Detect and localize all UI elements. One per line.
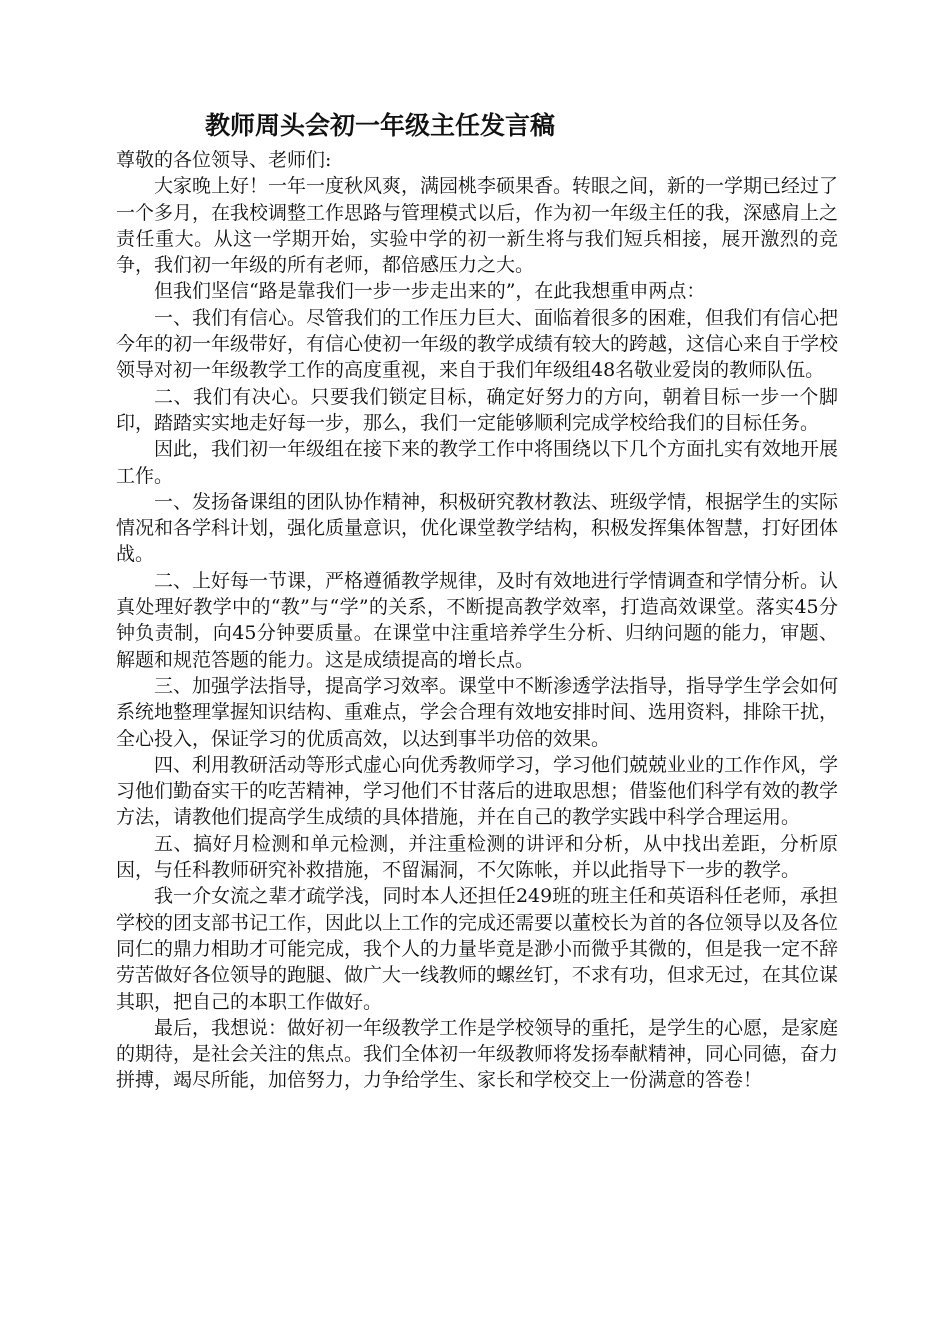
paragraph-closing: 最后，我想说：做好初一年级教学工作是学校领导的重托，是学生的心愿，是家庭的期待，是社会关注的焦点。我们全体初一年级教师将发扬奉献精神，同心同德，奋力拼搏，竭尽所能，加倍努力，力争给学生、家长和学校交上一份满意的答卷！ (116, 1016, 839, 1092)
paragraph-determination: 二、我们有决心。只要我们锁定目标，确定好努力的方向，朝着目标一步一个脚印，踏踏实实地走好每一步，那么，我们一定能够顺利完成学校给我们的目标任务。 (116, 385, 838, 434)
paragraph-therefore: 因此，我们初一年级组在接下来的教学工作中将围绕以下几个方面扎实有效地开展工作。 (116, 438, 839, 487)
paragraph-point-3: 三、加强学法指导，提高学习效率。课堂中不断渗透学法指导，指导学生学会如何系统地整理掌握知识结构、重难点，学会合理有效地安排时间、选用资料，排除干扰，全心投入，保证学习的优质高效，以达到事半功倍的效果。 (116, 674, 839, 750)
paragraph-point-1: 一、发扬备课组的团队协作精神，积极研究教材教法、班级学情，根据学生的实际情况和各学科计划，强化质量意识，优化课堂教学结构，积极发挥集体智慧，打好团体战。 (116, 490, 839, 566)
paragraph-personal: 我一介女流之辈才疏学浅，同时本人还担任249班的班主任和英语科任老师，承担学校的团支部书记工作，因此以上工作的完成还需要以董校长为首的各位领导以及各位同仁的鼎力相助才可能完成，我个人的力量毕竟是渺小而微乎其微的，但是我一定不辞劳苦做好各位领导的跑腿、做广大一线教师的螺丝钉，不求有功，但求无过，在其位谋其职，把自己的本职工作做好。 (116, 885, 839, 1013)
paragraph-point-5: 五、搞好月检测和单元检测，并注重检测的讲评和分析，从中找出差距，分析原因，与任科教师研究补救措施，不留漏洞，不欠陈帐，并以此指导下一步的教学。 (116, 832, 838, 882)
paragraph-greeting: 大家晚上好！一年一度秋风爽，满园桃李硕果香。转眼之间，新的一学期已经过了一个多月，在我校调整工作思路与管理模式以后，作为初一年级主任的我，深感肩上之责任重大。从这一学期开始，实验中学的初一新生将与我们短兵相接，展开激烈的竞争，我们初一年级的所有老师，都倍感压力之大。 (116, 175, 839, 277)
document-title: 教师周头会初一年级主任发言稿 (205, 111, 556, 140)
paragraph-confidence: 一、我们有信心。尽管我们的工作压力巨大、面临着很多的困难，但我们有信心把今年的初一年级带好，有信心使初一年级的教学成绩有较大的跨越，这信心来自于学校领导对初一年级教学工作的高度重视，来自于我们年级组48名敬业爱岗的教师队伍。 (116, 306, 839, 382)
paragraph-point-2: 二、上好每一节课，严格遵循教学规律，及时有效地进行学情调查和学情分析。认真处理好教学中的“教”与“学”的关系，不断提高教学效率，打造高效课堂。落实45分钟负责制，向45分钟要质量。在课堂中注重培养学生分析、归纳问题的能力，审题、解题和规范答题的能力。这是成绩提高的增长点。 (116, 569, 839, 671)
document-body (116, 147, 838, 1094)
salutation: 尊敬的各位领导、老师们: (116, 149, 332, 171)
paragraph-point-4: 四、利用教研活动等形式虚心向优秀教师学习，学习他们兢兢业业的工作作风，学习他们勤奋实干的吃苦精神，学习他们不甘落后的进取思想；借鉴他们科学有效的教学方法，请教他们提高学生成绩的具体措施，并在自己的教学实践中科学合理运用。 (116, 753, 839, 829)
paragraph-belief: 但我们坚信“路是靠我们一步一步走出来的”，在此我想重申两点： (154, 280, 706, 303)
